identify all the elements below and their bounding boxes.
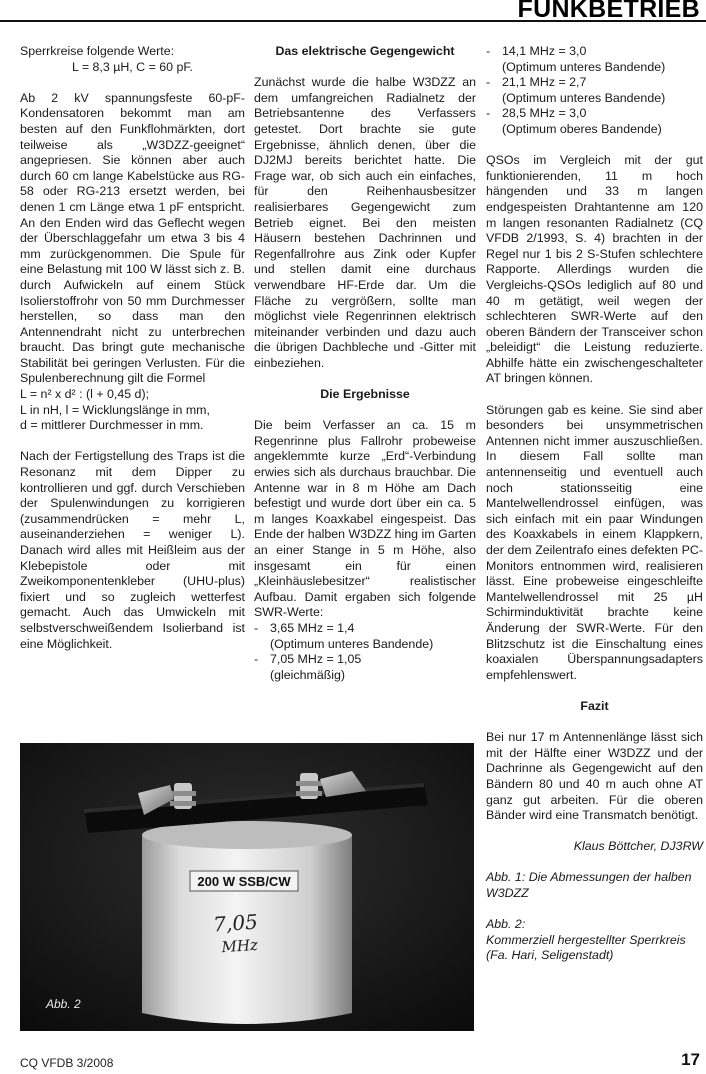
paragraph: Nach der Fertigstellung des Traps ist die Resonanz mit dem Dipper zu kontrollieren und ggf. durch Verschieben der Spulenwindungen zu korrigieren (zusammendrücken = mehr L, auseinanderziehen = weniger L). Danach wird alles mit Heißleim aus der Klebepistole oder mit Zweikomponentenkleber (UHU-plus) fixiert und so zugleich wetterfest gemacht. Auch das Umwickeln mit selbstverschweißendem Isolierband ist eine Möglichkeit.: [20, 449, 245, 651]
label-frequency: 7,05: [212, 909, 259, 937]
formula-definition: L in nH, l = Wicklungslänge in mm,: [20, 402, 210, 417]
paragraph: Störungen gab es keine. Sie sind aber besonders bei unsymmetrischen Antennen nicht immer auszuschließen. In diesem Fall sollte man antennenseitig und eventuell auch noch stationsseitig eine Mantelwellendrossel einfügen, was sich einfach mit ein paar Windungen des Koaxkabels in einem Klappkern, der dem Zeilentrafo eines defekten PC-Monitors entnommen wird, realisieren lässt. Eine probeweise eingeschleifte Mantelwellendrossel mit 25 µH Schirminduktivität brachte keine Änderung der SWR-Werte. Für den Blitzschutz ist die Einschaltung eines koaxialen Überspannungsadapters empfehlenswert.: [486, 402, 703, 682]
list-item: - 3,65 MHz = 1,4 (Optimum unteres Bandende): [254, 620, 434, 651]
section-heading: Das elektrische Gegengewicht: [275, 44, 455, 58]
section-heading: Die Ergebnisse: [320, 387, 410, 402]
paragraph: Sperrkreise folgende Werte:: [20, 44, 175, 58]
paragraph: L = 8,3 µH, C = 60 pF.: [71, 59, 193, 74]
formula-definition: d = mittlerer Durchmesser in mm.: [20, 418, 204, 433]
photo-caption: Abb. 2: [46, 997, 81, 1011]
list-item: - 14,1 MHz = 3,0 (Optimum unteres Bandende): [486, 44, 666, 74]
column-2: [254, 44, 476, 699]
formula: L = n² x d² : (l + 0,45 d);: [20, 387, 150, 402]
trap-photo: [20, 743, 474, 1031]
list-item: - 28,5 MHz = 3,0 (Optimum oberes Bandende): [486, 106, 662, 136]
paragraph: Ab 2 kV spannungsfeste 60-pF-Kondensatoren bekommt man am besten auf den Funkflohmärkten, dort teilweise als „W3DZZ-geeignet“ angepriesen. Sie können aber auch durch 60 cm lange Kabelstücke aus RG-58 oder RG-213 ersetzt werden, bei denen 1 cm Länge etwa 1 pF entspricht. An den Enden wird das Geflecht wegen der Überschlaggefahr um etwa 3 bis 4 mm zurückgenommen. Die Spule für eine Belastung mit 100 W lässt sich z. B. durch Aufwickeln auf einem Stück Isolierstoffrohr von 50 mm Durchmesser herstellen, so dass man den Antennendraht nicht zu unterbrechen braucht. Das bringt gute mechanische Stabilität bei geringen Verlusten. Für die Spulenberechnung gilt die Formel: [20, 90, 245, 386]
trap-illustration: [20, 743, 474, 1031]
swr-list: [486, 44, 703, 138]
figure-caption-2: Kommerziell hergestellter Sperrkreis (Fa. Hari, Seligenstadt): [486, 932, 686, 963]
publication-info: CQ VFDB 3/2008: [20, 1056, 114, 1070]
label-power-rating: 200 W SSB/CW: [197, 874, 291, 889]
paragraph: Die beim Verfasser an ca. 15 m Regenrinne plus Fallrohr probeweise angeklemmte kurze „Erd“-Verbindung erwies sich als durchaus brauchbar. Die Antenne war in 8 m Höhe am Dach befestigt und wurde dort über ein ca. 5 m langes Koaxkabel eingespeist. Das Ende der halben W3DZZ hing im Garten an einer Stange in 5 m Höhe, also insgesamt ein für einen „Kleinhäuslebesitzer“ realistischer Aufbau. Damit ergaben sich folgende SWR-Werte:: [254, 418, 476, 620]
label-unit: MHz: [220, 935, 259, 957]
column-1: [20, 44, 245, 668]
swr-list: [254, 621, 476, 683]
column-3: [486, 44, 703, 980]
paragraph: QSOs im Vergleich mit der gut funktionierenden, 11 m hoch hängenden und 33 m langen endgespeisten Drahtantenne am 120 m langen resonanten Radialnetz (CQ VFDB 2/1993, S. 4) brachten in der Regel nur 1 bis 2 S-Stufen schlechtere Rapporte. Allerdings wurden die Vergleichs-QSOs lediglich auf 80 und 40 m getätigt, weil wegen der schlechteren SWR-Werte auf den oberen Bändern der Transceiver schon „beleidigt“ die Leistung reduzierte. Abhilfe hätte ein zwischengeschalteter AT bringen können.: [486, 153, 703, 386]
list-item: - 7,05 MHz = 1,05 (gleichmäßig): [254, 652, 362, 682]
paragraph: Bei nur 17 m Antennenlänge lässt sich mit der Hälfte einer W3DZZ und der Dachrinne als Gegengewicht auf den Bändern 80 und 40 m auch ohne AT ganz gut arbeiten. Für die oberen Bänder wird eine Transmatch benötigt.: [486, 730, 703, 823]
author: Klaus Böttcher, DJ3RW: [573, 839, 703, 854]
list-item: - 21,1 MHz = 2,7 (Optimum unteres Bandende): [486, 75, 666, 105]
section-title: FUNKBETRIEB: [517, 0, 700, 23]
figure-caption-1: Abb. 1: Die Abmessungen der halben W3DZZ: [486, 870, 692, 901]
figure-caption-2-label: Abb. 2:: [486, 917, 526, 932]
paragraph: Zunächst wurde die halbe W3DZZ an dem umfangreichen Radialnetz der Betriebsantenne des Verfassers getestet. Dort brachte sie gute Ergebnisse, ähnlich denen, über die DJ2MJ bereits berichtet hatte. Die Frage war, ob sich auch ein einfaches, für den Reihenhausbesitzer realisierbares Gegengewicht zum Betrieb eignet. Bei den meisten Häusern bestehen Dachrinnen und Regenfallrohre aus Zink oder Kupfer und stellen damit eine durchaus verwendbare HF-Erde dar. Um die Fläche zu vergrößern, sollte man möglichst viele Regenrinnen elektrisch miteinander verbinden und dazu auch die übrigen Dachbleche und -Gitter mit einbeziehen.: [254, 75, 476, 370]
page-number: 17: [681, 1050, 700, 1069]
section-heading: Fazit: [580, 698, 609, 713]
